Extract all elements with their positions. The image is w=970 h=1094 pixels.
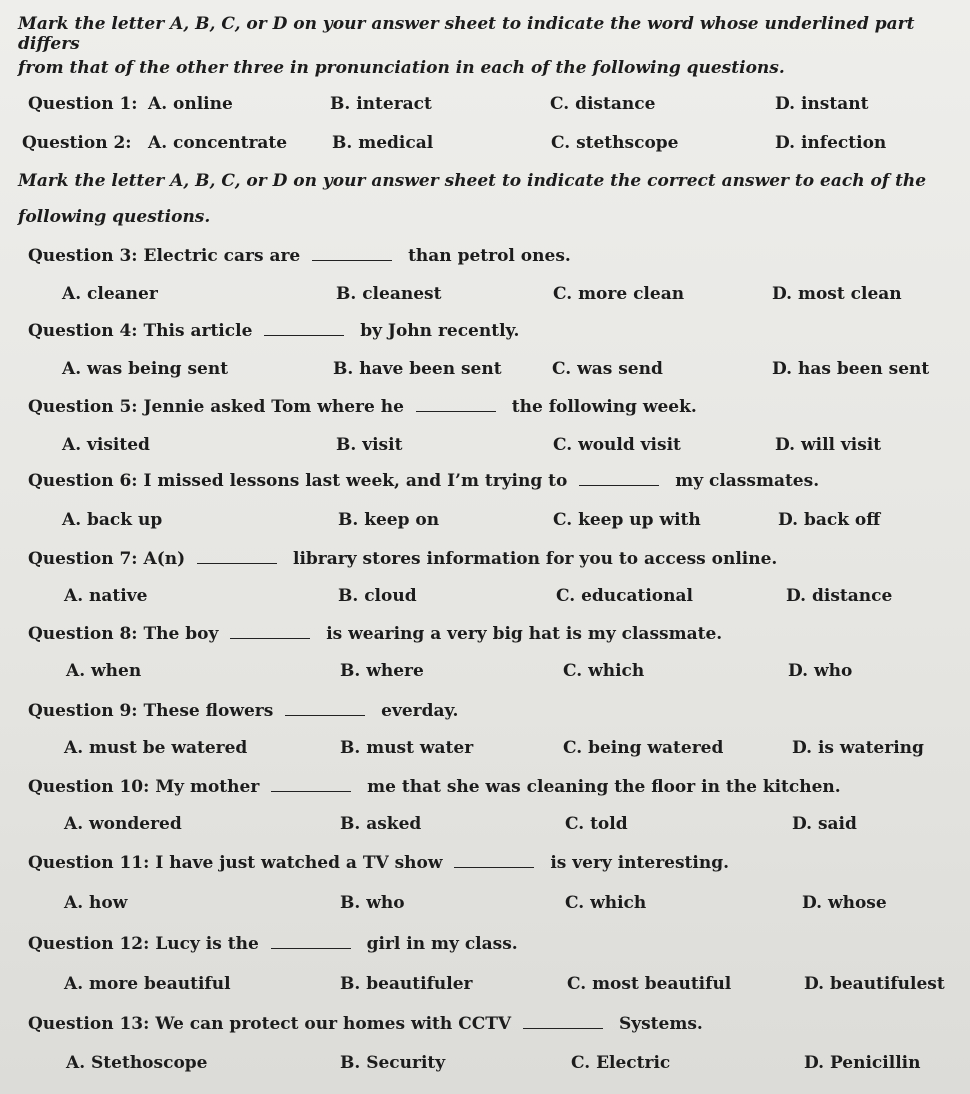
option-a[interactable]: A. visited — [62, 435, 150, 455]
question-label: Question 1: — [28, 94, 138, 114]
instruction-pronunciation-line1: Mark the letter A, B, C, or D on your answer sheet to indicate the word whose underlined part differs — [18, 14, 915, 54]
option-c[interactable]: C. distance — [550, 94, 656, 114]
stem-before: Jennie asked Tom where he — [143, 397, 404, 417]
question-label: Question 13: — [28, 1014, 150, 1034]
stem-after: everday. — [381, 701, 459, 721]
question-label: Question 5: — [28, 397, 138, 417]
question-10-stem — [28, 777, 958, 797]
option-c[interactable]: C. stethscope — [551, 133, 679, 153]
question-3-options — [0, 284, 930, 306]
option-c[interactable]: C. educational — [556, 586, 693, 606]
question-label: Question 7: — [28, 549, 138, 569]
option-c[interactable]: C. keep up with — [553, 510, 701, 530]
question-10-options — [0, 814, 930, 836]
question-label: Question 3: — [28, 246, 138, 266]
question-label: Question 11: — [28, 853, 150, 873]
option-b[interactable]: B. must water — [340, 738, 474, 758]
question-8-stem — [28, 624, 958, 644]
option-a[interactable]: A. cleaner — [62, 284, 158, 304]
stem-after: than petrol ones. — [408, 246, 571, 266]
option-c[interactable]: C. Electric — [571, 1053, 671, 1073]
stem-before: Lucy is the — [155, 934, 259, 954]
option-c[interactable]: C. being watered — [563, 738, 724, 758]
stem-after: library stores information for you to access online. — [293, 549, 778, 569]
question-9-stem — [28, 701, 958, 721]
stem-after: me that she was cleaning the floor in the kitchen. — [367, 777, 841, 797]
answer-blank — [416, 399, 496, 412]
option-d[interactable]: D. Penicillin — [804, 1053, 921, 1073]
stem-after: my classmates. — [675, 471, 820, 491]
question-label: Question 4: — [28, 321, 138, 341]
stem-before: The boy — [143, 624, 219, 644]
option-a[interactable]: A. more beautiful — [64, 974, 231, 994]
option-d[interactable]: D. beautifulest — [804, 974, 945, 994]
stem-before: I missed lessons last week, and I’m trying to — [143, 471, 568, 491]
option-a[interactable]: A. concentrate — [148, 133, 288, 153]
option-c[interactable]: C. told — [565, 814, 628, 834]
option-d[interactable]: D. most clean — [772, 284, 902, 304]
option-d[interactable]: D. has been sent — [772, 359, 930, 379]
option-b[interactable]: B. keep on — [338, 510, 440, 530]
option-b[interactable]: B. Security — [340, 1053, 446, 1073]
question-12-stem — [28, 934, 958, 954]
stem-after: the following week. — [511, 397, 697, 417]
stem-after: is very interesting. — [550, 853, 730, 873]
option-a[interactable]: A. online — [148, 94, 233, 114]
question-7-options — [0, 586, 930, 608]
stem-before: My mother — [155, 777, 260, 797]
stem-after: by John recently. — [360, 321, 520, 341]
question-4-options — [0, 359, 930, 381]
option-b[interactable]: B. cloud — [338, 586, 417, 606]
option-c[interactable]: C. more clean — [553, 284, 685, 304]
instruction-pronunciation-line2: from that of the other three in pronunciation in each of the following questions. — [18, 58, 785, 78]
answer-blank — [264, 323, 344, 336]
question-8-options — [0, 661, 930, 683]
option-d[interactable]: D. back off — [778, 510, 881, 530]
option-c[interactable]: C. most beautiful — [567, 974, 732, 994]
question-13-stem — [28, 1014, 958, 1034]
stem-before: A(n) — [143, 549, 186, 569]
stem-after: Systems. — [618, 1014, 703, 1034]
option-d[interactable]: D. will visit — [775, 435, 882, 455]
option-d[interactable]: D. said — [792, 814, 857, 834]
answer-blank — [312, 248, 392, 261]
stem-before: We can protect our homes with CCTV — [155, 1014, 512, 1034]
option-d[interactable]: D. infection — [775, 133, 887, 153]
answer-blank — [197, 551, 277, 564]
option-a[interactable]: A. must be watered — [64, 738, 248, 758]
stem-before: This article — [143, 321, 253, 341]
question-label: Question 8: — [28, 624, 138, 644]
option-b[interactable]: B. cleanest — [336, 284, 442, 304]
instruction-correct-line2: following questions. — [18, 207, 211, 227]
option-a[interactable]: A. how — [64, 893, 128, 913]
question-label: Question 2: — [22, 133, 132, 153]
option-c[interactable]: C. was send — [552, 359, 663, 379]
answer-blank — [271, 936, 351, 949]
answer-blank — [579, 473, 659, 486]
question-11-stem — [28, 853, 958, 873]
option-a[interactable]: A. was being sent — [62, 359, 229, 379]
question-1 — [0, 94, 930, 116]
option-c[interactable]: C. would visit — [553, 435, 681, 455]
answer-blank — [285, 703, 365, 716]
question-label: Question 12: — [28, 934, 150, 954]
answer-blank — [230, 626, 310, 639]
option-c[interactable]: C. which — [565, 893, 647, 913]
option-b[interactable]: B. have been sent — [333, 359, 502, 379]
question-9-options — [0, 738, 930, 760]
option-c[interactable]: C. which — [563, 661, 645, 681]
instruction-correct-line1: Mark the letter A, B, C, or D on your answer sheet to indicate the correct answer to each of the — [18, 171, 927, 191]
question-5-stem — [28, 397, 958, 417]
option-b[interactable]: B. interact — [330, 94, 432, 114]
option-b[interactable]: B. visit — [336, 435, 403, 455]
option-d[interactable]: D. is watering — [792, 738, 924, 758]
answer-blank — [271, 779, 351, 792]
option-a[interactable]: A. wondered — [64, 814, 182, 834]
question-6-stem — [28, 471, 958, 491]
option-b[interactable]: B. medical — [332, 133, 434, 153]
question-label: Question 6: — [28, 471, 138, 491]
question-4-stem — [28, 321, 958, 341]
option-d[interactable]: D. instant — [775, 94, 869, 114]
stem-before: I have just watched a TV show — [155, 853, 443, 873]
option-a[interactable]: A. when — [66, 661, 142, 681]
option-b[interactable]: B. beautifuler — [340, 974, 473, 994]
option-d[interactable]: D. who — [788, 661, 853, 681]
question-12-options — [0, 974, 945, 996]
question-6-options — [0, 510, 930, 532]
question-2 — [0, 133, 930, 155]
question-label: Question 10: — [28, 777, 150, 797]
question-label: Question 9: — [28, 701, 138, 721]
option-d[interactable]: D. whose — [802, 893, 887, 913]
option-d[interactable]: D. distance — [786, 586, 893, 606]
question-5-options — [0, 435, 930, 457]
option-b[interactable]: B. where — [340, 661, 424, 681]
question-13-options — [0, 1053, 930, 1075]
option-a[interactable]: A. back up — [62, 510, 163, 530]
question-3-stem — [28, 246, 958, 266]
option-a[interactable]: A. Stethoscope — [66, 1053, 208, 1073]
stem-after: is wearing a very big hat is my classmate. — [326, 624, 723, 644]
option-b[interactable]: B. asked — [340, 814, 422, 834]
answer-blank — [454, 855, 534, 868]
question-7-stem — [28, 549, 958, 569]
question-11-options — [0, 893, 930, 915]
stem-before: Electric cars are — [143, 246, 301, 266]
stem-before: These flowers — [143, 701, 274, 721]
stem-after: girl in my class. — [366, 934, 518, 954]
option-b[interactable]: B. who — [340, 893, 405, 913]
answer-blank — [523, 1016, 603, 1029]
option-a[interactable]: A. native — [64, 586, 148, 606]
